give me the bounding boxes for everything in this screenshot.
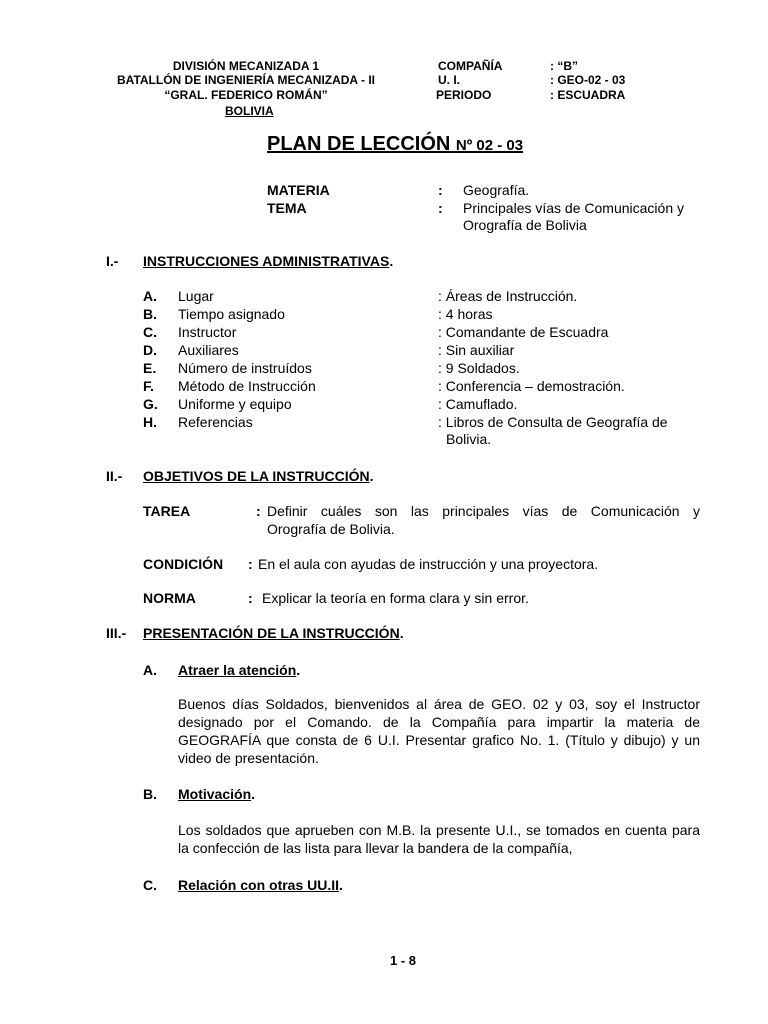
tarea-text-line2: Orografía de Bolivia.	[267, 521, 395, 537]
header-division: DIVISIÓN MECANIZADA 1	[172, 59, 320, 73]
materia-value: Geografía.	[463, 182, 530, 198]
item-value: : Libros de Consulta de Geografía de	[438, 414, 668, 430]
title-main: PLAN DE LECCIÓN	[267, 133, 451, 155]
section3-number: III.-	[106, 625, 127, 641]
page-title	[267, 133, 523, 156]
materia-colon: :	[438, 182, 443, 198]
header-company-value: : “B”	[550, 59, 578, 73]
item-letter: G.	[143, 396, 158, 412]
header-country: BOLIVIA	[225, 104, 274, 118]
norma-text: Explicar la teoría en forma clara y sin error.	[262, 590, 529, 606]
subsection-b-letter: B.	[143, 786, 157, 802]
item-label: Número de instruídos	[178, 360, 312, 376]
tema-value: Principales vías de Comunicación y	[463, 200, 684, 216]
header-battalion: BATALLÓN DE INGENIERÍA MECANIZADA - II	[117, 73, 375, 87]
section2-heading: OBJETIVOS DE LA INSTRUCCIÓN.	[143, 468, 374, 484]
item-value: : 9 Soldados.	[438, 360, 520, 376]
subsection-c-letter: C.	[143, 877, 157, 893]
subsection-a-letter: A.	[143, 662, 157, 678]
item-value: : Conferencia – demostración.	[438, 378, 625, 394]
tarea-label: TAREA	[143, 503, 191, 519]
item-label: Tiempo asignado	[178, 306, 285, 322]
item-letter: D.	[143, 342, 157, 358]
tema-colon: :	[438, 200, 443, 216]
item-value: : Camuflado.	[438, 396, 518, 412]
page-number: 1 - 8	[390, 953, 417, 968]
item-value: : Sin auxiliar	[438, 342, 515, 358]
materia-label: MATERIA	[267, 182, 330, 198]
tarea-colon: :	[256, 503, 261, 519]
title-number: Nº 02 - 03	[455, 137, 524, 154]
item-label: Auxiliares	[178, 342, 239, 358]
condicion-colon: :	[248, 556, 253, 572]
item-label: Método de Instrucción	[178, 378, 316, 394]
subsection-a-heading: Atraer la atención.	[178, 662, 301, 678]
norma-colon: :	[248, 590, 253, 606]
tema-label: TEMA	[267, 200, 307, 216]
item-label: Lugar	[178, 288, 214, 304]
item-value: : Áreas de Instrucción.	[438, 288, 578, 304]
header-period-value: : ESCUADRA	[550, 88, 626, 102]
condicion-label: CONDICIÓN	[143, 556, 224, 572]
section2-number: II.-	[106, 468, 123, 484]
header-ui-label: U. I.	[438, 73, 461, 87]
section1-heading: INSTRUCCIONES ADMINISTRATIVAS.	[143, 253, 394, 269]
item-letter: A.	[143, 288, 157, 304]
item-value-cont: Bolivia.	[446, 431, 492, 447]
subsection-b-heading: Motivación.	[178, 786, 256, 802]
motivation-paragraph: Los soldados que aprueben con M.B. la presente U.I., se tomados en cuenta para la confección de las lista para llevar la bandera de la compañía,	[178, 822, 700, 856]
item-letter: F.	[143, 378, 154, 394]
header-general: “GRAL. FEDERICO ROMÁN”	[164, 88, 328, 102]
attention-paragraph: Buenos días Soldados, bienvenidos al área de GEO. 02 y 03, soy el Instructor designado por el Comando. de la Compañía para impartir la materia de GEOGRAFÍA que consta de 6 U.I. Presentar grafico No. 1. (Título y dibujo) y un video de presentación.	[178, 696, 700, 766]
item-value: : 4 horas	[438, 306, 493, 322]
subsection-c-heading: Relación con otras UU.II.	[178, 877, 343, 893]
header-company-label: COMPAÑÍA	[438, 59, 503, 73]
header-ui-value: : GEO-02 - 03	[550, 73, 626, 87]
item-value: : Comandante de Escuadra	[438, 324, 609, 340]
item-letter: E.	[143, 360, 157, 376]
norma-label: NORMA	[143, 590, 196, 606]
section3-heading: PRESENTACIÓN DE LA INSTRUCCIÓN.	[143, 625, 404, 641]
item-letter: H.	[143, 414, 157, 430]
section1-number: I.-	[106, 253, 119, 269]
item-label: Referencias	[178, 414, 253, 430]
condicion-text: En el aula con ayudas de instrucción y una proyectora.	[258, 556, 599, 572]
item-letter: B.	[143, 306, 157, 322]
item-label: Uniforme y equipo	[178, 396, 292, 412]
tema-value-cont: Orografía de Bolivia	[463, 217, 587, 233]
tarea-text-line1: Definir cuáles son las principales vías de Comunicación y	[267, 503, 700, 519]
header-period-label: PERIODO	[436, 88, 492, 102]
item-label: Instructor	[178, 324, 237, 340]
item-letter: C.	[143, 324, 157, 340]
